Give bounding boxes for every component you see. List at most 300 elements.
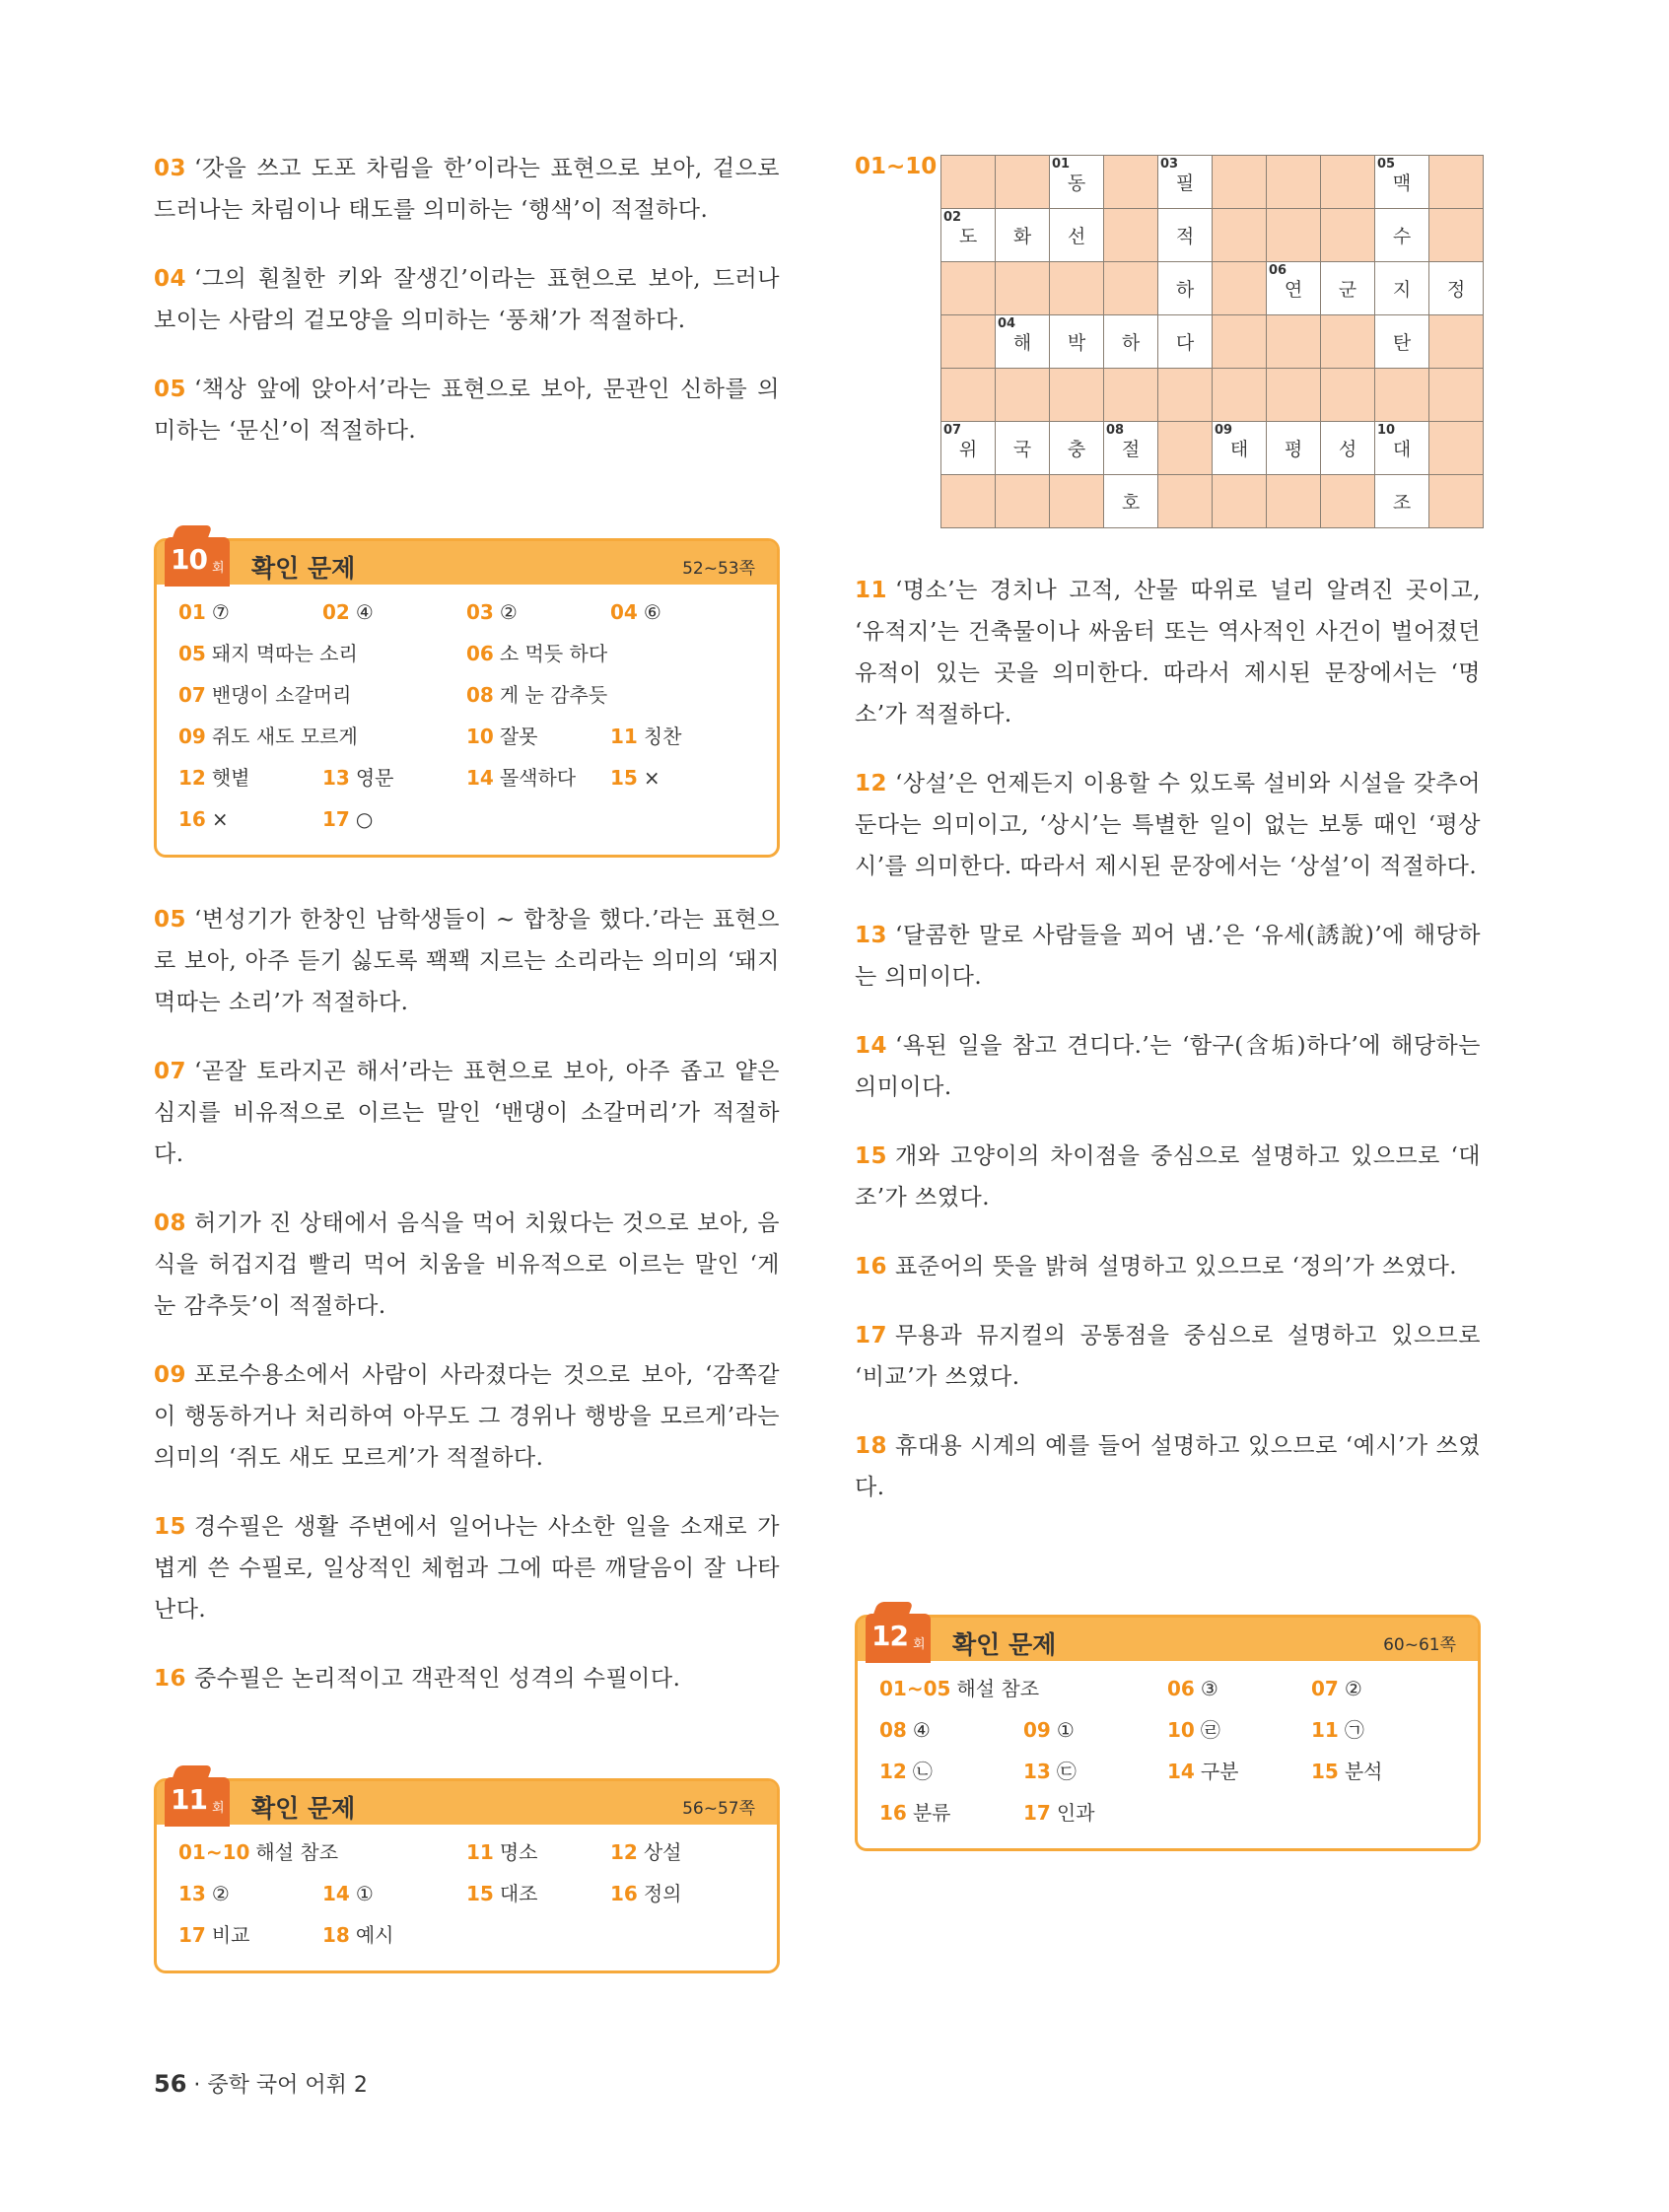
crossword-blank-cell — [1050, 369, 1104, 422]
answer-item — [466, 1876, 610, 1911]
crossword-row — [941, 369, 1484, 422]
answer-text: ④ — [912, 1718, 931, 1742]
answer-number: 16 — [610, 1882, 638, 1905]
answer-number: 02 — [322, 600, 350, 624]
answer-text: 상설 — [643, 1840, 682, 1864]
crossword-blank-cell — [1213, 156, 1267, 209]
crossword-letter: 군 — [1338, 279, 1357, 301]
crossword-letter: 다 — [1175, 332, 1195, 354]
answer-grid — [178, 594, 761, 837]
crossword-letter-cell — [1158, 156, 1213, 209]
answer-number: 15 — [466, 1882, 494, 1905]
explanation-paragraph — [154, 1658, 780, 1699]
quiz-box-header — [157, 541, 777, 585]
book-title: 중학 국어 어휘 2 — [207, 2073, 368, 2098]
answer-text: ③ — [1200, 1677, 1218, 1700]
crossword-letter-cell — [1375, 156, 1429, 209]
answer-number: 06 — [466, 642, 494, 665]
explanation-paragraph — [154, 899, 780, 1023]
round-suffix: 회 — [212, 561, 225, 576]
clue-number: 04 — [998, 316, 1016, 331]
answer-item — [610, 1834, 754, 1870]
crossword-letter-cell — [1050, 156, 1104, 209]
question-number: 14 — [855, 1033, 888, 1059]
answer-text: 잘못 — [499, 725, 538, 748]
answer-number: 09 — [178, 725, 206, 748]
answer-text: ④ — [355, 600, 374, 624]
crossword-blank-cell — [996, 475, 1050, 528]
answer-number: 14 — [466, 766, 494, 790]
quiz-title: 확인 문제 — [251, 1794, 356, 1823]
explanation-paragraph — [855, 1425, 1481, 1508]
answer-number: 01 — [178, 600, 206, 624]
explanation-text: 표준어의 뜻을 밝혀 설명하고 있으므로 ‘정의’가 쓰였다. — [895, 1254, 1458, 1279]
explanation-text: 휴대용 시계의 예를 들어 설명하고 있으므로 ‘예시’가 쓰였다. — [855, 1433, 1481, 1500]
crossword-letter-cell — [1375, 209, 1429, 262]
question-number: 17 — [855, 1323, 888, 1348]
question-number: 15 — [154, 1514, 187, 1540]
clue-number: 09 — [1215, 423, 1233, 438]
crossword-letter: 박 — [1067, 332, 1086, 354]
crossword-letter: 국 — [1012, 439, 1032, 460]
answer-number: 13 — [178, 1882, 206, 1905]
crossword-blank-cell — [1213, 262, 1267, 315]
round-number: 10 — [171, 543, 207, 576]
crossword-blank-cell — [1375, 369, 1429, 422]
explanation-text: ‘명소’는 경치나 고적, 산물 따위로 널리 알려진 곳이고, ‘유적지’는 건축물이나 싸움터 또는 역사적인 사건이 벌어졌던 유적이 있는 곳을 의미한다. 따라서 제시된 문장에서는 ‘명소’가 적절하다. — [855, 578, 1481, 727]
crossword-row — [941, 475, 1484, 528]
quiz-title: 확인 문제 — [251, 554, 356, 583]
answer-item — [322, 801, 466, 837]
answer-text: ② — [211, 1882, 230, 1905]
explanation-paragraph — [154, 369, 780, 451]
clue-number: 05 — [1377, 157, 1396, 172]
crossword-blank-cell — [941, 262, 996, 315]
explanation-text: 개와 고양이의 차이점을 중심으로 설명하고 있으므로 ‘대조’가 쓰였다. — [855, 1143, 1481, 1210]
crossword-blank-cell — [1321, 369, 1375, 422]
crossword-letter: 필 — [1175, 173, 1195, 194]
crossword-letter-cell — [1375, 315, 1429, 369]
crossword-blank-cell — [1429, 156, 1484, 209]
crossword-letter-cell — [1104, 422, 1158, 475]
left-column — [154, 148, 780, 1973]
quiz-title: 확인 문제 — [952, 1630, 1057, 1659]
crossword-letter: 성 — [1338, 439, 1357, 460]
answer-text: 밴댕이 소갈머리 — [211, 683, 352, 707]
crossword-blank-cell — [996, 156, 1050, 209]
answer-text: 소 먹듯 하다 — [499, 642, 608, 665]
round-badge — [165, 1777, 230, 1827]
answer-item — [879, 1671, 1167, 1706]
crossword-letter-cell — [1267, 422, 1321, 475]
crossword-blank-cell — [1267, 315, 1321, 369]
quiz-pages: 60~61쪽 — [1383, 1635, 1456, 1655]
answer-item — [879, 1795, 1023, 1831]
crossword-blank-cell — [996, 262, 1050, 315]
crossword-letter-cell — [1104, 315, 1158, 369]
crossword-letter-cell — [996, 422, 1050, 475]
answer-item — [1023, 1754, 1167, 1789]
explanation-paragraph — [154, 1051, 780, 1175]
answer-text: 명소 — [499, 1840, 538, 1864]
answer-number: 11 — [466, 1840, 494, 1864]
answer-item — [322, 594, 466, 630]
explanation-text: ‘그의 훤칠한 키와 잘생긴’이라는 표현으로 보아, 드러나 보이는 사람의 겉모양을 의미하는 ‘풍채’가 적절하다. — [154, 266, 780, 333]
crossword-blank-cell — [1321, 156, 1375, 209]
answer-text: 대조 — [499, 1882, 538, 1905]
crossword-letter: 호 — [1121, 492, 1141, 514]
crossword-letter: 정 — [1446, 279, 1466, 301]
answer-text: 인과 — [1056, 1801, 1095, 1825]
crossword-blank-cell — [1321, 315, 1375, 369]
explanation-paragraph — [855, 1315, 1481, 1398]
round-suffix: 회 — [212, 1801, 225, 1816]
quiz-pages: 56~57쪽 — [682, 1799, 755, 1819]
question-number: 04 — [154, 266, 187, 292]
crossword-blank-cell — [1213, 475, 1267, 528]
answer-item — [1311, 1712, 1455, 1748]
crossword-blank-cell — [1321, 475, 1375, 528]
answer-text: 게 눈 감추듯 — [499, 683, 608, 707]
explanation-text: ‘갓을 쓰고 도포 차림을 한’이라는 표현으로 보아, 겉으로 드러나는 차림이나 태도를 의미하는 ‘행색’이 적절하다. — [154, 156, 780, 223]
answer-item — [1311, 1754, 1455, 1789]
crossword-blank-cell — [1213, 315, 1267, 369]
explanation-text: 무용과 뮤지컬의 공통점을 중심으로 설명하고 있으므로 ‘비교’가 쓰였다. — [855, 1323, 1481, 1390]
question-number: 12 — [855, 771, 888, 796]
answer-item — [178, 760, 322, 795]
crossword-row — [941, 209, 1484, 262]
crossword-grid — [940, 155, 1484, 528]
crossword-blank-cell — [1429, 209, 1484, 262]
answer-item — [610, 760, 754, 795]
crossword-blank-cell — [1267, 369, 1321, 422]
answer-text: 예시 — [355, 1923, 394, 1947]
crossword-letter: 탄 — [1392, 332, 1412, 354]
answer-item — [1311, 1671, 1455, 1706]
crossword-blank-cell — [1104, 209, 1158, 262]
answer-number: 05 — [178, 642, 206, 665]
answer-text: ○ — [355, 807, 374, 831]
answer-item — [322, 1876, 466, 1911]
clue-number: 03 — [1160, 157, 1179, 172]
crossword-letter: 도 — [958, 226, 978, 247]
crossword-letter: 연 — [1284, 279, 1303, 301]
answer-number: 18 — [322, 1923, 350, 1947]
explanation-paragraph — [154, 1354, 780, 1479]
answer-text: ㉡ — [912, 1760, 933, 1783]
crossword-blank-cell — [941, 475, 996, 528]
answer-item — [1167, 1671, 1311, 1706]
explanation-paragraph — [855, 763, 1481, 887]
answer-number: 12 — [610, 1840, 638, 1864]
answer-text: ② — [499, 600, 518, 624]
crossword-blank-cell — [1050, 475, 1104, 528]
answer-number: 01~05 — [879, 1677, 951, 1700]
question-number: 18 — [855, 1433, 888, 1459]
answer-item — [879, 1712, 1023, 1748]
explanation-paragraph — [154, 258, 780, 341]
page-number: 56 — [154, 2070, 187, 2098]
crossword-letter: 평 — [1284, 439, 1303, 460]
crossword-blank-cell — [1213, 209, 1267, 262]
crossword-letter-cell — [1375, 262, 1429, 315]
crossword-letter-cell — [1158, 262, 1213, 315]
crossword-letter: 수 — [1392, 226, 1412, 247]
crossword-letter-cell — [1375, 422, 1429, 475]
crossword-letter-cell — [1050, 315, 1104, 369]
explanation-paragraph — [855, 570, 1481, 735]
answer-item — [322, 760, 466, 795]
crossword-letter-cell — [1158, 209, 1213, 262]
answer-item — [178, 1834, 466, 1870]
crossword-letter: 선 — [1067, 226, 1086, 247]
crossword-blank-cell — [1267, 209, 1321, 262]
answer-number: 08 — [466, 683, 494, 707]
clue-number: 08 — [1106, 423, 1125, 438]
crossword-letter: 조 — [1392, 492, 1412, 514]
answer-text: × — [211, 807, 229, 831]
quiz-box-header — [157, 1781, 777, 1825]
answer-text: ㉣ — [1200, 1718, 1220, 1742]
right-column — [855, 570, 1481, 1851]
crossword-row — [941, 422, 1484, 475]
crossword-letter: 위 — [958, 439, 978, 460]
crossword-letter: 태 — [1229, 439, 1249, 460]
answer-text: 몰색하다 — [499, 766, 577, 790]
answer-text: 영문 — [355, 766, 394, 790]
answer-text: ① — [1056, 1718, 1075, 1742]
crossword-blank-cell — [1158, 422, 1213, 475]
clue-number: 06 — [1269, 263, 1287, 278]
question-number: 05 — [154, 907, 187, 933]
crossword-letter-cell — [1050, 209, 1104, 262]
explanation-text: ‘책상 앞에 앉아서’라는 표현으로 보아, 문관인 신하를 의미하는 ‘문신’이 적절하다. — [154, 377, 780, 444]
answer-number: 17 — [1023, 1801, 1051, 1825]
answer-text: 해설 참조 — [255, 1840, 339, 1864]
answer-text: × — [643, 766, 661, 790]
answer-number: 13 — [1023, 1760, 1051, 1783]
crossword-row — [941, 156, 1484, 209]
answer-text: 정의 — [643, 1882, 682, 1905]
answer-number: 07 — [178, 683, 206, 707]
explanation-text: ‘곧잘 토라지곤 해서’라는 표현으로 보아, 아주 좁고 얕은 심지를 비유적으로 이르는 말인 ‘밴댕이 소갈머리’가 적절하다. — [154, 1059, 780, 1167]
explanation-paragraph — [154, 1203, 780, 1327]
answer-item — [178, 677, 352, 713]
question-number: 08 — [154, 1210, 187, 1236]
answer-number: 12 — [879, 1760, 907, 1783]
answer-item — [466, 719, 610, 754]
answer-item — [178, 1876, 322, 1911]
crossword-blank-cell — [1104, 262, 1158, 315]
crossword-letter-cell — [1321, 262, 1375, 315]
crossword-blank-cell — [1213, 369, 1267, 422]
round-suffix: 회 — [913, 1637, 926, 1652]
answer-number: 12 — [178, 766, 206, 790]
round-number: 12 — [871, 1620, 908, 1652]
crossword-blank-cell — [1104, 156, 1158, 209]
question-number: 03 — [154, 156, 187, 181]
crossword-blank-cell — [1321, 209, 1375, 262]
answer-number: 09 — [1023, 1718, 1051, 1742]
answer-text: ① — [355, 1882, 374, 1905]
crossword-blank-cell — [1267, 475, 1321, 528]
answer-item — [178, 1917, 322, 1953]
explanations-right — [855, 570, 1481, 1508]
crossword-blank-cell — [1158, 369, 1213, 422]
answer-item — [178, 636, 358, 671]
answer-item — [1167, 1712, 1311, 1748]
answer-number: 17 — [322, 807, 350, 831]
explanation-paragraph — [855, 1025, 1481, 1108]
crossword-letter-cell — [941, 209, 996, 262]
quiz-box-header — [858, 1618, 1478, 1661]
quiz-box-10 — [154, 538, 780, 858]
crossword-letter-cell — [1375, 475, 1429, 528]
answer-number: 11 — [610, 725, 638, 748]
answer-item — [610, 594, 754, 630]
explanation-text: ‘상설’은 언제든지 이용할 수 있도록 설비와 시설을 갖추어 둔다는 의미이고, ‘상시’는 특별한 일이 없는 보통 때인 ‘평상시’를 의미한다. 따라서 제시된 문장에서는 ‘상설’이 적절하다. — [855, 771, 1481, 879]
clue-number: 10 — [1377, 423, 1396, 438]
crossword-letter-cell — [1104, 475, 1158, 528]
answer-item — [1167, 1754, 1311, 1789]
crossword-row — [941, 315, 1484, 369]
quiz-pages: 52~53쪽 — [682, 559, 755, 579]
footer-separator: · — [193, 2073, 201, 2098]
crossword-blank-cell — [996, 369, 1050, 422]
crossword-blank-cell — [1429, 422, 1484, 475]
question-number: 15 — [855, 1143, 888, 1169]
answer-item — [466, 677, 754, 713]
crossword-letter-cell — [1050, 422, 1104, 475]
crossword-letter-cell — [996, 209, 1050, 262]
answer-item — [466, 594, 610, 630]
crossword-blank-cell — [1158, 475, 1213, 528]
answer-number: 11 — [1311, 1718, 1339, 1742]
crossword-letter-cell — [941, 422, 996, 475]
answer-number: 14 — [1167, 1760, 1195, 1783]
explanation-paragraph — [855, 1136, 1481, 1218]
round-badge — [866, 1614, 931, 1663]
answer-number: 07 — [1311, 1677, 1339, 1700]
answer-item — [466, 636, 754, 671]
crossword-letter-cell — [1321, 422, 1375, 475]
explanation-text: 중수필은 논리적이고 객관적인 성격의 수필이다. — [194, 1666, 681, 1692]
answer-text: ⑦ — [211, 600, 230, 624]
answer-text: ② — [1344, 1677, 1362, 1700]
answer-number: 16 — [879, 1801, 907, 1825]
explanation-paragraph — [154, 148, 780, 231]
answer-number: 13 — [322, 766, 350, 790]
crossword-label: 01~10 — [855, 154, 938, 179]
crossword-letter-cell — [996, 315, 1050, 369]
crossword-letter-cell — [1429, 262, 1484, 315]
answer-text: 햇볕 — [211, 766, 250, 790]
explanation-paragraph — [154, 1506, 780, 1630]
round-number: 11 — [171, 1783, 207, 1816]
crossword-letter: 대 — [1392, 439, 1412, 460]
answer-text: 쥐도 새도 모르게 — [211, 725, 358, 748]
quiz-box-11 — [154, 1778, 780, 1973]
answer-number: 03 — [466, 600, 494, 624]
answer-item — [1023, 1795, 1167, 1831]
crossword-letter: 맥 — [1392, 173, 1412, 194]
crossword-blank-cell — [1429, 315, 1484, 369]
question-number: 13 — [855, 923, 888, 948]
answer-grid — [879, 1671, 1462, 1831]
crossword-letter-cell — [1267, 262, 1321, 315]
crossword-letter: 적 — [1175, 226, 1195, 247]
answer-text: ㉠ — [1344, 1718, 1364, 1742]
answer-item — [879, 1754, 1023, 1789]
crossword-letter-cell — [1213, 422, 1267, 475]
explanation-text: 경수필은 생활 주변에서 일어나는 사소한 일을 소재로 가볍게 쓴 수필로, 일상적인 체험과 그에 따른 깨달음이 잘 나타난다. — [154, 1514, 780, 1623]
question-number: 11 — [855, 578, 888, 603]
clue-number: 01 — [1052, 157, 1071, 172]
answer-number: 08 — [879, 1718, 907, 1742]
explanation-paragraph — [855, 1246, 1481, 1287]
answer-text: ㉢ — [1056, 1760, 1077, 1783]
page-footer — [154, 2068, 368, 2099]
crossword-letter: 해 — [1012, 332, 1032, 354]
question-number: 09 — [154, 1362, 187, 1388]
answer-text: 칭찬 — [643, 725, 682, 748]
crossword-letter: 지 — [1392, 279, 1412, 301]
answer-number: 14 — [322, 1882, 350, 1905]
question-number: 07 — [154, 1059, 187, 1084]
crossword-blank-cell — [1429, 475, 1484, 528]
explanation-paragraph — [855, 915, 1481, 998]
answer-text: 분석 — [1344, 1760, 1383, 1783]
answer-number: 01~10 — [178, 1840, 250, 1864]
answer-number: 10 — [1167, 1718, 1195, 1742]
crossword-letter: 절 — [1121, 439, 1141, 460]
answer-number: 17 — [178, 1923, 206, 1947]
explanation-text: 허기가 진 상태에서 음식을 먹어 치웠다는 것으로 보아, 음식을 허겁지겁 빨리 먹어 치움을 비유적으로 이르는 말인 ‘게 눈 감추듯’이 적절하다. — [154, 1210, 780, 1319]
answer-item — [610, 1876, 754, 1911]
clue-number: 07 — [943, 423, 962, 438]
answer-item — [466, 1834, 610, 1870]
answer-item — [466, 760, 610, 795]
crossword-blank-cell — [941, 156, 996, 209]
answer-number: 04 — [610, 600, 638, 624]
answer-item — [610, 719, 754, 754]
answer-number: 15 — [1311, 1760, 1339, 1783]
crossword-letter-cell — [1158, 315, 1213, 369]
answer-number: 06 — [1167, 1677, 1195, 1700]
answer-grid — [178, 1834, 761, 1953]
answer-item — [178, 594, 322, 630]
question-number: 05 — [154, 377, 187, 402]
crossword-blank-cell — [941, 369, 996, 422]
answer-item — [1023, 1712, 1167, 1748]
crossword-letter: 동 — [1067, 173, 1086, 194]
answer-number: 16 — [178, 807, 206, 831]
crossword-letter: 화 — [1012, 226, 1032, 247]
clue-number: 02 — [943, 210, 962, 225]
answer-text: 비교 — [211, 1923, 250, 1947]
answer-text: ⑥ — [643, 600, 661, 624]
crossword-letter: 하 — [1175, 279, 1195, 301]
answer-item — [178, 801, 322, 837]
explanations-top — [154, 148, 780, 451]
answer-text: 해설 참조 — [956, 1677, 1040, 1700]
crossword-blank-cell — [1267, 156, 1321, 209]
round-badge — [165, 537, 230, 587]
explanation-text: ‘변성기가 한창인 남학생들이 ~ 합창을 했다.’라는 표현으로 보아, 아주 듣기 싫도록 꽥꽥 지르는 소리라는 의미의 ‘돼지 멱따는 소리’가 적절하다. — [154, 907, 780, 1015]
explanation-text: ‘욕된 일을 참고 견디다.’는 ‘함구(含垢)하다’에 해당하는 의미이다. — [855, 1033, 1481, 1100]
crossword-letter: 하 — [1121, 332, 1141, 354]
crossword-blank-cell — [1429, 369, 1484, 422]
